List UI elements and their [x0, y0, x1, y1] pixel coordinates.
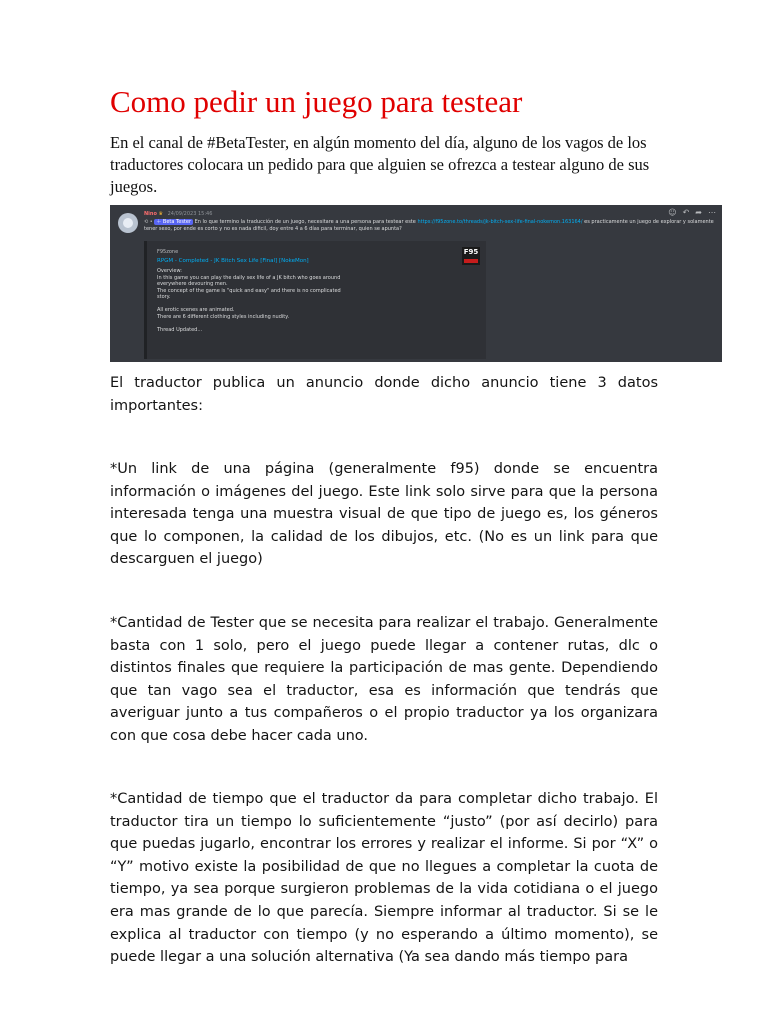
embed-provider: F95zone: [157, 249, 179, 255]
add-reaction-icon[interactable]: ☺: [668, 208, 677, 217]
message-link[interactable]: https://f95zone.to/threads/jk-bitch-sex-life-final-nokemon.163164/: [417, 219, 583, 225]
embed-thumbnail: F95: [462, 247, 480, 265]
crown-icon: ♛: [158, 211, 163, 217]
paragraph-link-info: *Un link de una página (generalmente f95) donde se encuentra información o imágenes del juego. Este link solo sirve para que la persona interesada tenga una muestra visual de que tipo de juego es, los géneros que lo componen, la calidad de los dibujos, etc. (No es un link para que descarguen el juego): [110, 461, 658, 568]
message-toolbar: [668, 208, 716, 217]
message-body: [144, 219, 714, 233]
embed-description: Overview: In this game you can play the daily sex life of a JK bitch who goes around everywhere devouring men. The concept of the game is "quick and easy" and there is no complicated story. All erotic scenes are animated. There are 6 different clothing styles including nudity. Thread Updated...: [157, 268, 341, 333]
forward-icon[interactable]: ➦: [695, 208, 702, 217]
discord-screenshot: [110, 205, 722, 362]
message-header: [144, 211, 212, 218]
paragraph-announcement: El traductor publica un anuncio donde dicho anuncio tiene 3 datos importantes:: [110, 375, 658, 414]
paragraph-tester-count: *Cantidad de Tester que se necesita para realizar el trabajo. Generalmente basta con 1 solo, pero el juego puede llegar a contener rutas, dlc o distintos finales que requiere la participación de mas gente. Dependiendo que tan vago sea el traductor, esa es información que tendrás que averiguar junto a tus compañeros o el propio traductor ya los organizara con que cosa debe hacer cada uno.: [110, 615, 658, 744]
link-embed: [144, 241, 486, 359]
username: Nino: [144, 211, 157, 217]
reply-arrow-icon[interactable]: ↶: [682, 208, 690, 217]
more-options-icon[interactable]: ⋯: [708, 208, 716, 217]
role-mention: ＋ Beta Tester: [156, 219, 192, 225]
document-title: Como pedir un juego para testear: [110, 84, 523, 119]
message-text: En lo que termino la traducción de un juego, necesitare a una persona para testear este: [194, 219, 418, 225]
user-avatar: [118, 213, 138, 233]
embed-title[interactable]: RPGM - Completed - JK Bitch Sex Life [Final] [NokeMon]: [157, 258, 309, 264]
intro-paragraph: En el canal de #BetaTester, en algún momento del día, alguno de los vagos de los traductores colocara un pedido para que alguien se ofrezca a testear alguno de sus juegos.: [110, 133, 650, 196]
reply-icon: ⟲ •: [144, 219, 153, 225]
message-text-tail: es practicamente un juego de explorar y solamente tener sexo, por ende es corto y no es nada dificil, doy entre 4 a 6 días para terminar, quien se apunta?: [144, 219, 714, 232]
message-timestamp: 24/09/2023 15:46: [167, 211, 213, 217]
paragraph-time: *Cantidad de tiempo que el traductor da para completar dicho trabajo. El traductor tira un tiempo lo suficientemente “justo” (por así decirlo) para que puedas jugarlo, encontrar los errores y realizar el informe. Si por “X” o “Y” motivo existe la posibilidad de que no llegues a completar la cuota de tiempo, ya sea porque surgieron problemas de la vida cotidiana o el juego era mas grande de lo que parecía. Siempre informar al traductor. Si se le explica al traductor con tiempo (y no esperando a último momento), se puede llegar a una solución alternativa (Ya sea dando más tiempo para: [110, 791, 658, 966]
